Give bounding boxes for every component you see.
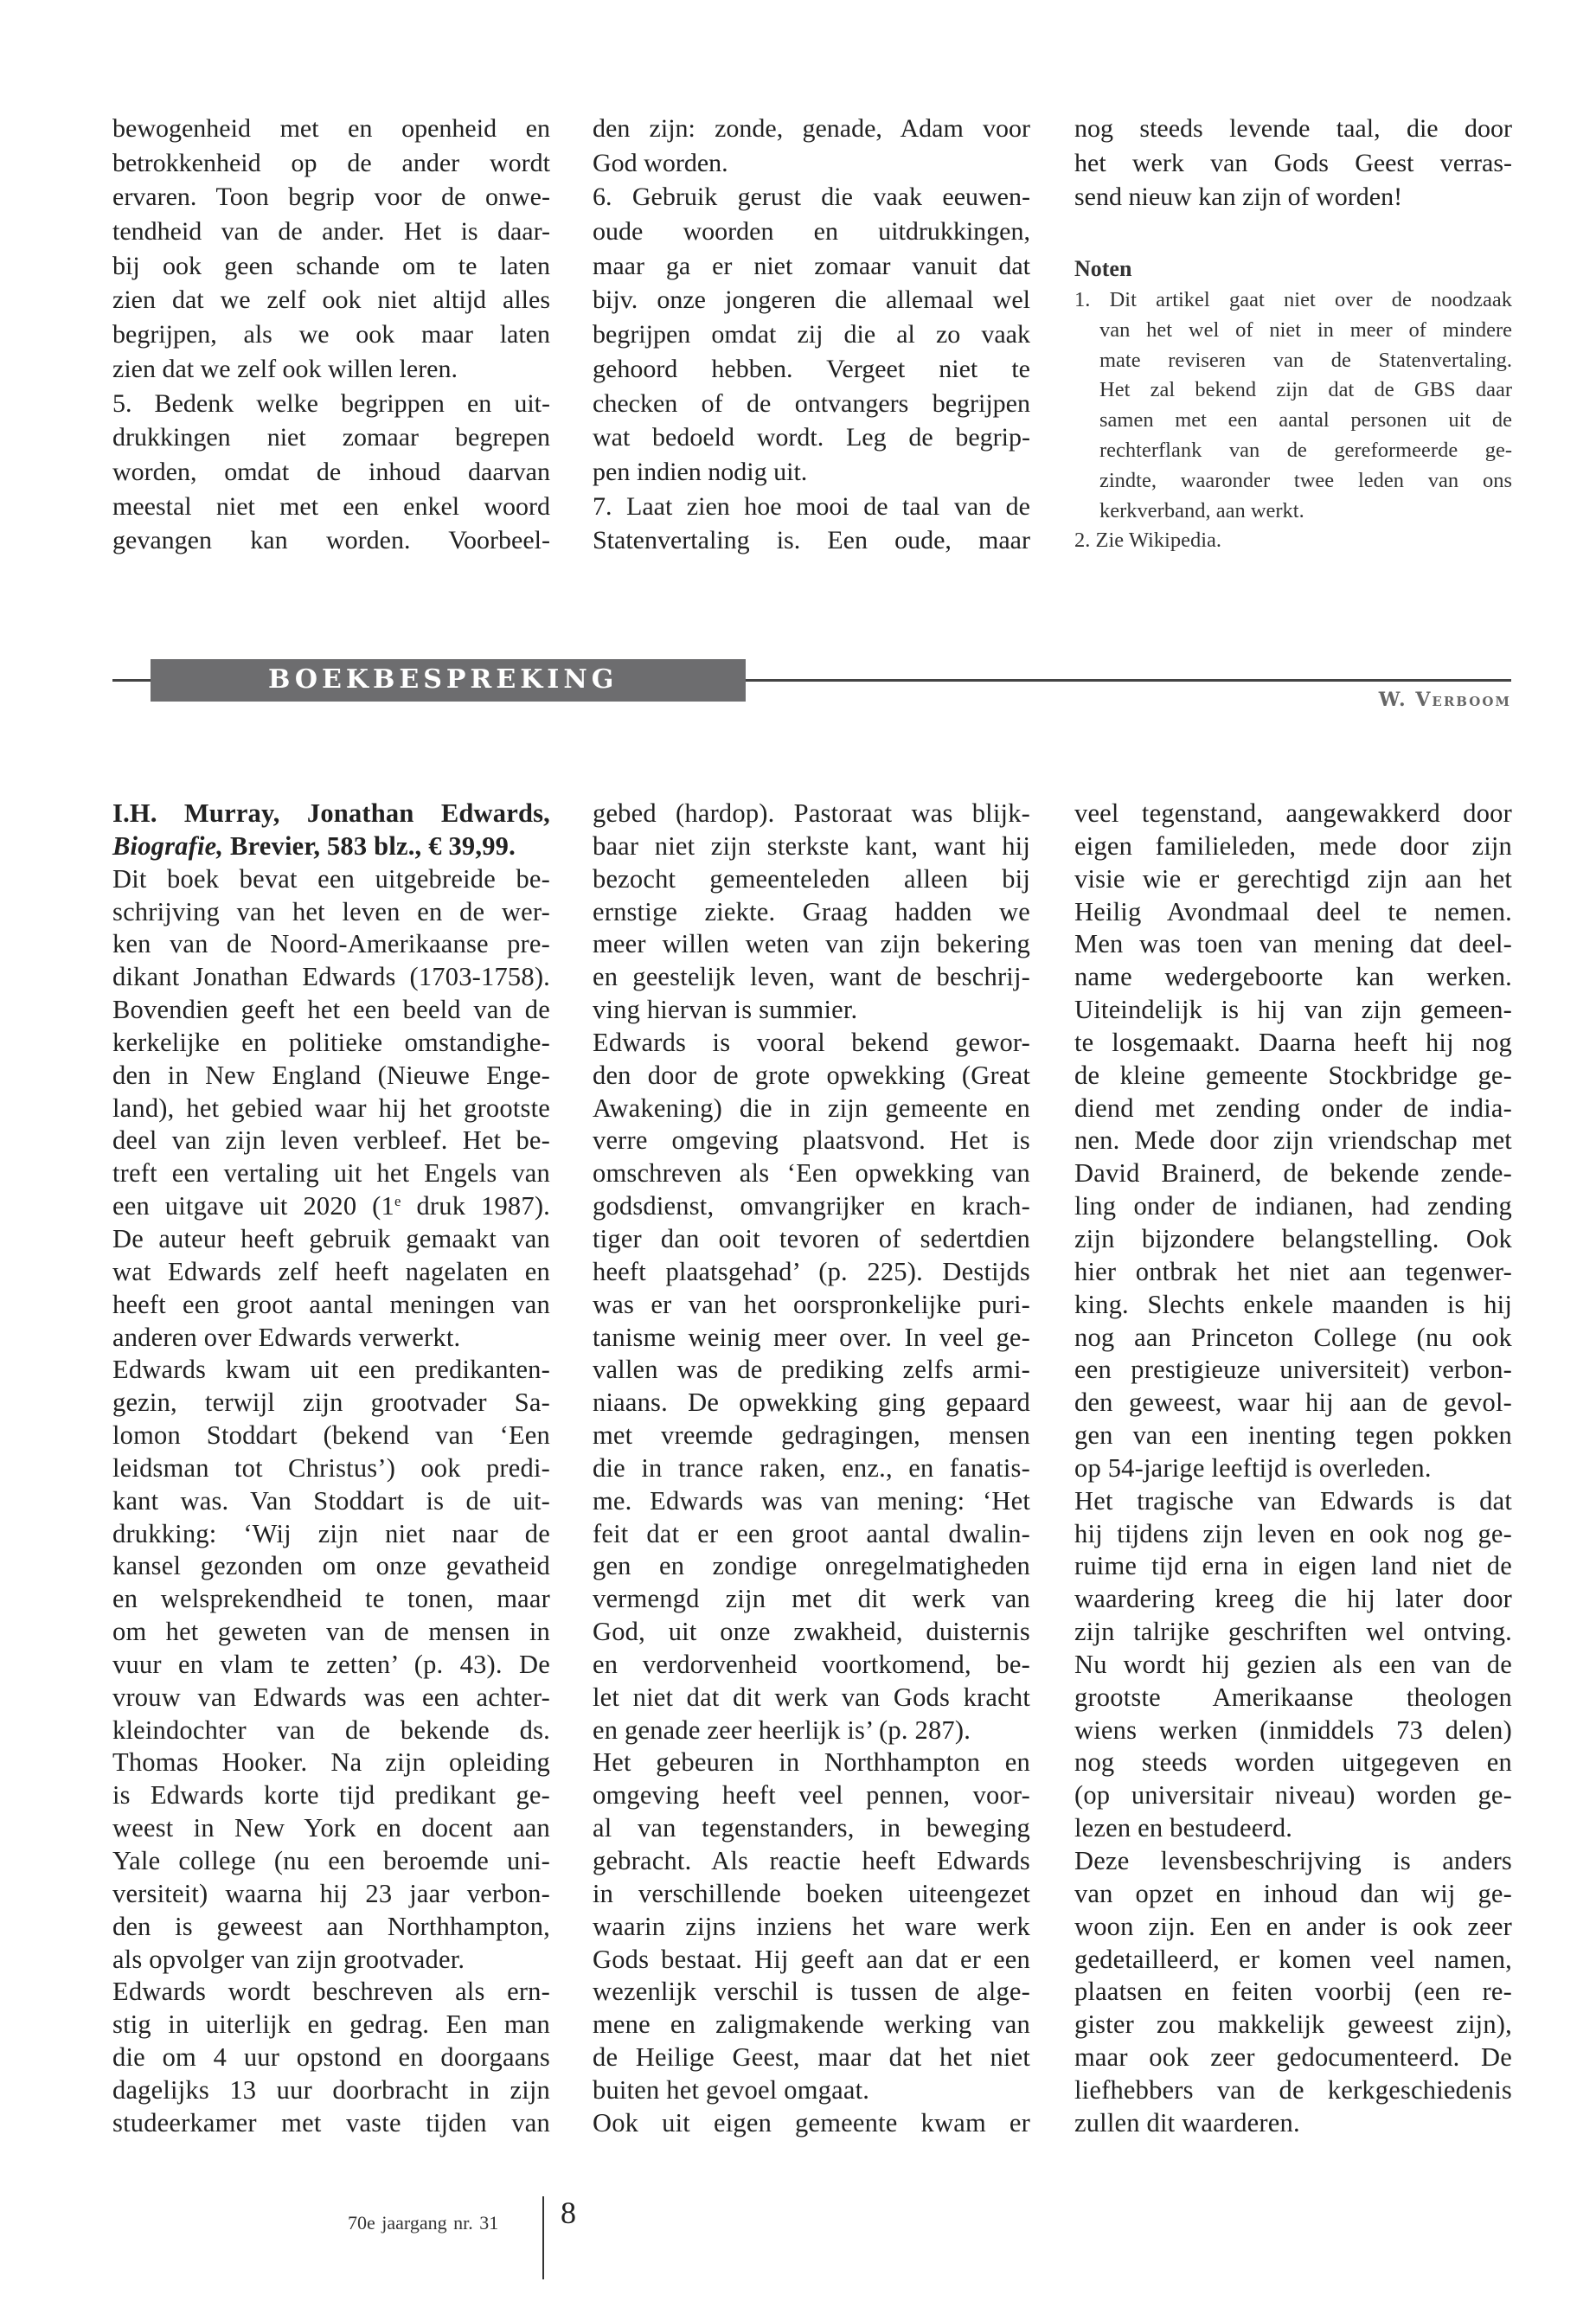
text-line: tanisme weinig meer over. In veel ge- — [593, 1322, 1030, 1352]
text-line: ling onder de indianen, had zending — [1074, 1191, 1512, 1221]
paragraph — [1074, 1845, 1512, 2140]
top-column-1 — [112, 112, 550, 558]
text-line: bewogenheid met en openheid en — [112, 114, 550, 143]
text-line: Gods bestaat. Hij geeft aan dat er een — [593, 1944, 1030, 1974]
paragraph — [593, 1747, 1030, 2106]
text-line: 7. Laat zien hoe mooi de taal van de — [593, 491, 1030, 521]
text-line: (op universitair niveau) worden ge- — [1074, 1780, 1512, 1811]
text-line: meer willen weten van zijn bekering — [593, 929, 1030, 959]
text-line: als opvolger van zijn grootvader. — [112, 1944, 465, 1974]
text-line: omgeving heeft veel pennen, voor- — [593, 1780, 1030, 1811]
notes-section — [1074, 253, 1512, 556]
note-line: 1. Dit artikel gaat niet over de noodzaak — [1074, 288, 1512, 311]
paragraph — [112, 1976, 550, 2139]
text-line: woon zijn. Een en ander is ook zeer — [1074, 1911, 1512, 1941]
text-line: Men was toen van mening dat deel- — [1074, 929, 1512, 959]
text-line: nog steeds levende taal, die door — [1074, 114, 1512, 143]
text-line: De auteur heeft gebruik gemaakt van — [112, 1223, 550, 1253]
text-line: versiteit) waarna hij 23 jaar verbon- — [112, 1878, 550, 1908]
text-line: pen indien nodig uit. — [593, 457, 808, 486]
superscript: e — [394, 1193, 401, 1210]
note-line: Het zal bekend zijn dat de GBS daar — [1099, 378, 1512, 402]
text-line: die om 4 uur opstond en doorgaans — [112, 2042, 550, 2073]
text-line: ruime tijd erna in eigen land niet de — [1074, 1551, 1512, 1581]
text-line: tiger dan ooit tevoren of sedertdien — [593, 1223, 1030, 1253]
text-line: leidsman tot Christus’) ook predi- — [112, 1452, 550, 1483]
text-segment: I.H. Murray, Jonathan Edwards, — [112, 798, 550, 828]
section-header-band — [151, 659, 746, 702]
text-line: bezocht gemeenteleden alleen bij — [593, 863, 1030, 894]
notes-title: Noten — [1074, 256, 1132, 281]
top-column-3 — [1074, 112, 1512, 215]
paragraph — [112, 112, 550, 387]
text-line: zien dat we zelf ook niet altijd alles — [112, 285, 550, 315]
note-line: mate reviseren van de Statenvertaling. — [1099, 348, 1512, 372]
text-line: name wedergeboorte kan werken. — [1074, 962, 1512, 992]
text-line: vrouw van Edwards was een achter- — [112, 1682, 550, 1712]
text-line: oude woorden en uitdrukkingen, — [593, 217, 1030, 247]
text-line: visie wie er gerechtigd zijn aan het — [1074, 863, 1512, 894]
text-line: nen. Mede door zijn vriendschap met — [1074, 1125, 1512, 1156]
text-line: op 54-jarige leeftijd is overleden. — [1074, 1452, 1432, 1483]
text-line: bij ook geen schande om te laten — [112, 251, 550, 280]
text-line: Thomas Hooker. Na zijn opleiding — [112, 1747, 550, 1778]
text-line: om het geweten van de mensen in — [112, 1617, 550, 1647]
note-line: zindte, waaronder twee leden van ons — [1099, 468, 1512, 492]
text-line: zien dat we zelf ook willen leren. — [112, 354, 458, 383]
paragraph — [593, 1027, 1030, 1747]
text-line: den zijn: zonde, genade, Adam voor — [593, 114, 1030, 143]
text-line: betrokkenheid op de ander wordt — [112, 148, 550, 177]
paragraph — [593, 798, 1030, 1027]
text-line: de kleine gemeente Stockbridge ge- — [1074, 1060, 1512, 1090]
text-line: wat Edwards zelf heeft nagelaten en — [112, 1256, 550, 1286]
text-line: begrijpen, als we ook maar laten — [112, 320, 550, 349]
text-line: veel tegenstand, aangewakkerd door — [1074, 798, 1512, 828]
paragraph — [112, 1354, 550, 1976]
text-line: is Edwards korte tijd predikant ge- — [112, 1780, 550, 1811]
text-line: de Heilige Geest, maar dat het niet — [593, 2042, 1030, 2073]
text-line: drukkingen niet zomaar begrepen — [112, 423, 550, 452]
text-line: van opzet en inhoud dan wij ge- — [1074, 1878, 1512, 1908]
text-line: God, uit onze zwakheid, duisternis — [593, 1617, 1030, 1647]
text-line: gister zou makkelijk geweest zijn), — [1074, 2009, 1512, 2040]
text-line: dagelijks 13 uur doorbracht in zijn — [112, 2074, 550, 2105]
text-line: meestal niet met een enkel woord — [112, 491, 550, 521]
paragraph — [593, 112, 1030, 180]
text-line: heeft plaatsgehad’ (p. 225). Destijds — [593, 1256, 1030, 1286]
top-column-2 — [593, 112, 1030, 558]
article-column-2 — [593, 798, 1030, 2140]
text-line: grootste Amerikaanse theologen — [1074, 1682, 1512, 1712]
text-line: bijv. onze jongeren die allemaal wel — [593, 285, 1030, 315]
text-line: was er van het oorspronkelijke puri- — [593, 1289, 1030, 1319]
text-line: en verdorvenheid voortkomend, be- — [593, 1649, 1030, 1679]
text-line: Awakening) die in zijn gemeente en — [593, 1093, 1030, 1123]
article-column-1 — [112, 798, 550, 2140]
paragraph — [1074, 112, 1512, 215]
text-line: kansel gezonden om onze gevatheid — [112, 1551, 550, 1581]
paragraph — [593, 2107, 1030, 2140]
text-line: gen en zondige onregelmatigheden — [593, 1551, 1030, 1581]
section-label: BOEKBESPREKING — [268, 664, 619, 695]
text-line: zullen dit waarderen. — [1074, 2107, 1300, 2138]
text-line: nog steeds worden uitgegeven en — [1074, 1747, 1512, 1778]
text-line: baar niet zijn sterkste kant, want hij — [593, 830, 1030, 861]
paragraph — [1074, 798, 1512, 1485]
text-line: zijn talrijke geschriften wel ontving. — [1074, 1617, 1512, 1647]
text-segment: Brevier, 583 blz., € 39,99. — [223, 830, 516, 861]
text-line: en welsprekendheid te tonen, maar — [112, 1584, 550, 1614]
paragraph — [112, 863, 550, 1355]
article-author: W. Verboom — [1378, 689, 1511, 711]
text-line: Uiteindelijk is hij van zijn gemeen- — [1074, 995, 1512, 1025]
text-line: plaatsen en feiten voorbij (een re- — [1074, 1977, 1512, 2007]
text-line: hier ontbrak het niet aan tegenwer- — [1074, 1256, 1512, 1286]
text-line: vallen was de prediking zelfs armi- — [593, 1355, 1030, 1385]
text-line: weest in New York en docent aan — [112, 1813, 550, 1843]
text-line: Deze levensbeschrijving is anders — [1074, 1846, 1512, 1875]
text-line — [112, 1190, 550, 1223]
text-line: mene en zaligmakende werking van — [593, 2009, 1030, 2040]
text-line: maar ook zeer gedocumenteerd. De — [1074, 2042, 1512, 2073]
text-line: een prestigieuze universiteit) verbon- — [1074, 1355, 1512, 1385]
text-line: dikant Jonathan Edwards (1703-1758). — [112, 962, 550, 992]
text-line: al van tegenstanders, in beweging — [593, 1813, 1030, 1843]
text-line: schrijving van het leven en de wer- — [112, 896, 550, 926]
note-line: kerkverband, aan werkt. — [1099, 498, 1304, 522]
text-line: Edwards kwam uit een predikanten- — [112, 1355, 550, 1385]
text-line: die in trance raken, enz., en fanatis- — [593, 1452, 1030, 1483]
text-line: verre omgeving plaatsvond. Het is — [593, 1125, 1030, 1156]
text-line: buiten het gevoel omgaat. — [593, 2074, 870, 2105]
text-line: in verschillende boeken uiteengezet — [593, 1878, 1030, 1908]
text-line: te losgemaakt. Daarna heeft hij nog — [1074, 1027, 1512, 1057]
text-line: den geweest, waar hij aan de gevol- — [1074, 1388, 1512, 1418]
text-line: anderen over Edwards verwerkt. — [112, 1322, 461, 1352]
text-segment: Biografie, — [112, 830, 224, 861]
text-line: checken of de ontvangers begrijpen — [593, 388, 1030, 418]
text-line: gen van een inenting tegen pokken — [1074, 1420, 1512, 1451]
text-line: Het gebeuren in Northhampton en — [593, 1747, 1030, 1778]
text-line: Heilig Avondmaal deel te nemen. — [1074, 896, 1512, 926]
note-item — [1074, 285, 1512, 526]
footer-divider — [542, 2196, 544, 2279]
text-line: gevangen kan worden. Voorbeel- — [112, 526, 550, 555]
text-line: maar ga er niet zomaar vanuit dat — [593, 251, 1030, 280]
text-line: gedetailleerd, er komen veel namen, — [1074, 1944, 1512, 1974]
text-line: Dit boek bevat een uitgebreide be- — [112, 863, 550, 894]
text-line: het werk van Gods Geest verras- — [1074, 148, 1512, 177]
note-item — [1074, 526, 1512, 556]
text-line: ken van de Noord-Amerikaanse pre- — [112, 929, 550, 959]
text-line — [112, 830, 550, 863]
text-segment: druk 1987). — [401, 1191, 550, 1221]
text-line: niaans. De opwekking ging gepaard — [593, 1388, 1030, 1418]
text-line: lomon Stoddart (bekend van ‘Een — [112, 1420, 550, 1451]
text-line: en genade zeer heerlijk is’ (p. 287). — [593, 1715, 971, 1745]
text-line: king. Slechts enkele maanden is hij — [1074, 1289, 1512, 1319]
text-line: liefhebbers van de kerkgeschiedenis — [1074, 2074, 1512, 2105]
text-line: kleindochter van de bekende ds. — [112, 1715, 550, 1745]
text-line: Nu wordt hij gezien als een van de — [1074, 1649, 1512, 1679]
text-line: Edwards wordt beschreven als ern- — [112, 1977, 550, 2007]
text-line: ernstige ziekte. Graag hadden we — [593, 896, 1030, 926]
note-line: samen met een aantal personen uit de — [1099, 408, 1512, 433]
paragraph — [593, 180, 1030, 489]
text-line: omschreven als ‘Een opwekking van — [593, 1158, 1030, 1189]
text-line: tendheid van de ander. Het is daar- — [112, 217, 550, 247]
text-line: Ook uit eigen gemeente kwam er — [593, 2107, 1030, 2138]
text-line: waarin zijns inziens het ware werk — [593, 1911, 1030, 1941]
text-line: met vreemde gedragingen, mensen — [593, 1420, 1030, 1451]
article-column-3 — [1074, 798, 1512, 2140]
text-line: Bovendien geeft het een beeld van de — [112, 995, 550, 1025]
text-line: vuur en vlam te zetten’ (p. 43). De — [112, 1649, 550, 1679]
text-line: vermengd zijn met dit werk van — [593, 1584, 1030, 1614]
text-line — [112, 798, 550, 830]
issue-info: 70e jaargang nr. 31 — [348, 2212, 499, 2234]
text-line: den is geweest aan Northhampton, — [112, 1911, 550, 1941]
page-number: 8 — [561, 2195, 576, 2230]
text-line: 6. Gebruik gerust die vaak eeuwen- — [593, 183, 1030, 212]
paragraph — [1074, 1485, 1512, 1845]
text-line: diend met zending onder de india- — [1074, 1093, 1512, 1123]
text-line: eigen familieleden, mede door zijn — [1074, 830, 1512, 861]
text-line: Edwards is vooral bekend gewor- — [593, 1027, 1030, 1057]
text-line: send nieuw kan zijn of worden! — [1074, 183, 1403, 212]
text-line: begrijpen omdat zij die al zo vaak — [593, 320, 1030, 349]
text-line: gehoord hebben. Vergeet niet te — [593, 354, 1030, 383]
text-line: lezen en bestudeerd. — [1074, 1813, 1293, 1843]
text-line: zijn bijzondere belangstelling. Ook — [1074, 1223, 1512, 1253]
text-line: waardering kreeg die hij later door — [1074, 1584, 1512, 1614]
text-segment: een uitgave uit 2020 (1 — [112, 1191, 394, 1221]
text-line: treft een vertaling uit het Engels van — [112, 1158, 550, 1189]
text-line: ervaren. Toon begrip voor de onwe- — [112, 183, 550, 212]
text-line: drukking: ‘Wij zijn niet naar de — [112, 1518, 550, 1548]
paragraph — [593, 490, 1030, 558]
text-line: kant was. Van Stoddart is de uit- — [112, 1485, 550, 1516]
note-line: van het wel of niet in meer of mindere — [1099, 317, 1512, 342]
text-line: Statenvertaling is. Een oude, maar — [593, 526, 1030, 555]
text-line: en geestelijk leven, want de beschrij- — [593, 962, 1030, 992]
text-line: nog aan Princeton College (nu ook — [1074, 1322, 1512, 1352]
text-line: wat bedoeld wordt. Leg de begrip- — [593, 423, 1030, 452]
text-line: Het tragische van Edwards is dat — [1074, 1485, 1512, 1516]
note-line: 2. Zie Wikipedia. — [1074, 529, 1222, 553]
text-line: stig in uiterlijk en gedrag. Een man — [112, 2009, 550, 2040]
text-line: heeft een groot aantal meningen van — [112, 1289, 550, 1319]
text-line: wiens werken (inmiddels 73 delen) — [1074, 1715, 1512, 1745]
text-line: ving hiervan is summier. — [593, 995, 858, 1025]
text-line: godsdienst, omvangrijker en krach- — [593, 1191, 1030, 1221]
text-line: land), het gebied waar hij het grootste — [112, 1093, 550, 1123]
text-line: gebed (hardop). Pastoraat was blijk- — [593, 798, 1030, 828]
text-line: me. Edwards was van mening: ‘Het — [593, 1485, 1030, 1516]
text-line: kerkelijke en politieke omstandighe- — [112, 1027, 550, 1057]
text-line: David Brainerd, de bekende zende- — [1074, 1158, 1512, 1189]
text-line: wezenlijk verschil is tussen de alge- — [593, 1977, 1030, 2007]
paragraph — [112, 387, 550, 558]
note-line: rechterflank van de gereformeerde ge- — [1099, 438, 1512, 462]
notes-list — [1074, 285, 1512, 556]
text-line: den in New England (Nieuwe Enge- — [112, 1060, 550, 1090]
text-line: God worden. — [593, 148, 728, 177]
text-line: Yale college (nu een beroemde uni- — [112, 1846, 550, 1875]
text-line: deel van zijn leven verbleef. Het be- — [112, 1125, 550, 1156]
text-line: let niet dat dit werk van Gods kracht — [593, 1682, 1030, 1712]
text-line: feit dat er een groot aantal dwalin- — [593, 1518, 1030, 1548]
text-line: gezin, terwijl zijn grootvader Sa- — [112, 1388, 550, 1418]
text-line: gebracht. Als reactie heeft Edwards — [593, 1846, 1030, 1875]
paragraph — [112, 798, 550, 863]
text-line: studeerkamer met vaste tijden van — [112, 2107, 550, 2138]
text-line: worden, omdat de inhoud daarvan — [112, 457, 550, 486]
text-line: 5. Bedenk welke begrippen en uit- — [112, 388, 550, 418]
text-line: hij tijdens zijn leven en ook nog ge- — [1074, 1518, 1512, 1548]
text-line: den door de grote opwekking (Great — [593, 1060, 1030, 1090]
